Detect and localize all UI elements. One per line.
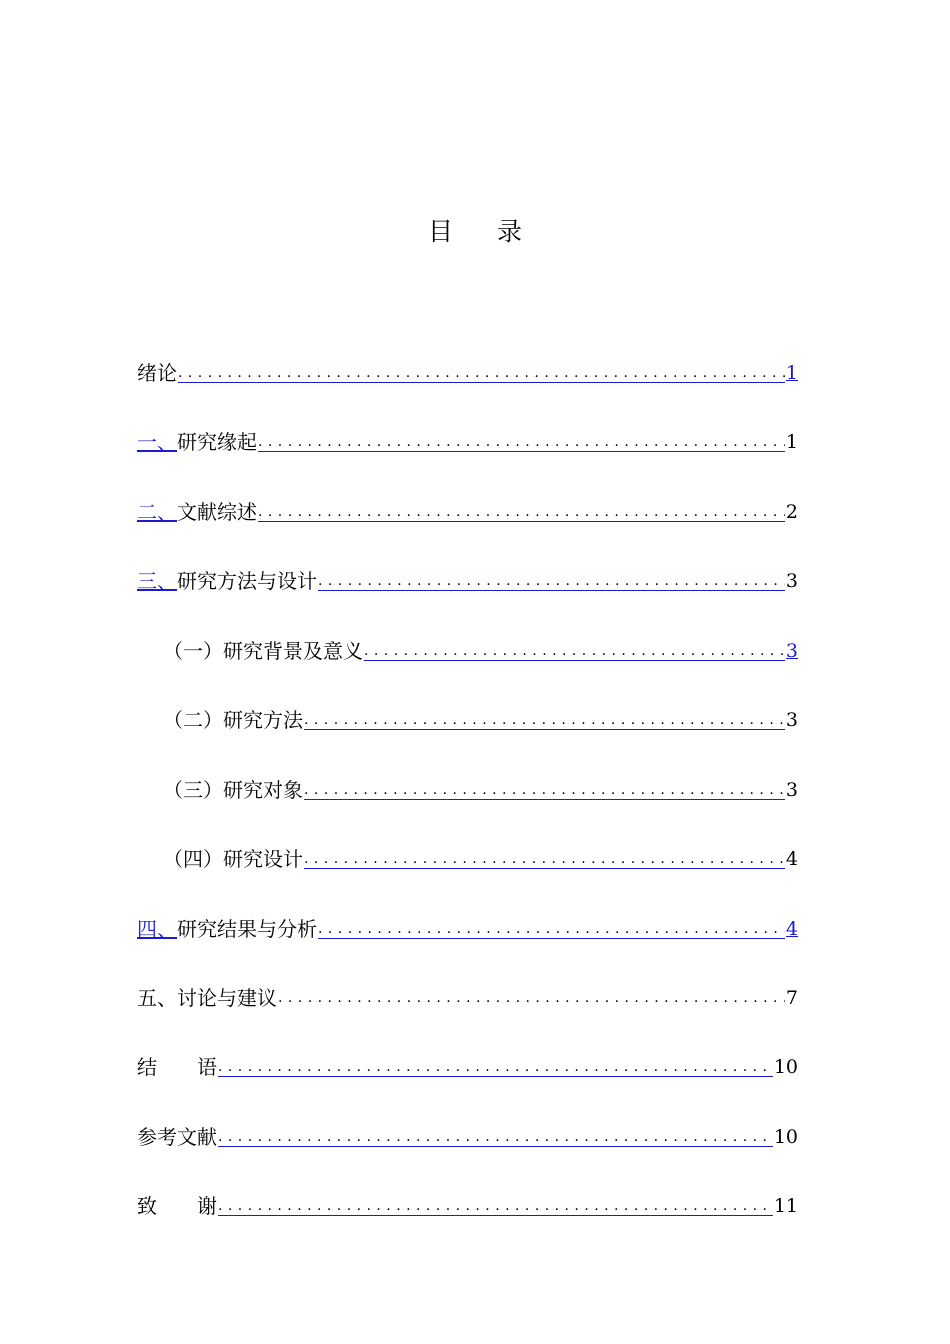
toc-number: 三、 — [137, 569, 177, 593]
toc-entry-3-2[interactable] — [163, 703, 798, 733]
toc-page-number: 4 — [785, 918, 798, 940]
toc-leader-dots — [178, 361, 785, 383]
toc-leader-dots — [218, 1055, 773, 1077]
toc-leader-dots — [218, 1194, 773, 1216]
toc-leader-dots — [304, 708, 785, 730]
toc-label: 研究缘起 — [177, 430, 257, 454]
toc-entry-acknowledgements[interactable] — [137, 1189, 798, 1219]
title-char-2: 录 — [497, 217, 523, 246]
toc-page-number: 1 — [785, 362, 798, 384]
toc-entry-2[interactable] — [137, 495, 798, 525]
toc-entry-intro[interactable] — [137, 356, 798, 386]
toc-leader-dots — [258, 500, 785, 522]
toc-entry-3-1[interactable] — [163, 634, 798, 664]
toc-leader-dots — [218, 1125, 773, 1147]
toc-page-number: 2 — [785, 501, 798, 523]
toc-page-number: 4 — [785, 848, 798, 870]
toc-label: （二）研究方法 — [163, 708, 303, 732]
toc-leader-dots — [304, 778, 785, 800]
toc-entry-5[interactable] — [137, 981, 798, 1011]
toc-label: 五、讨论与建议 — [137, 986, 277, 1010]
toc-label: 致 谢 — [137, 1194, 217, 1218]
toc-leader-dots — [318, 917, 785, 939]
toc-leader-dots — [318, 569, 785, 591]
toc-page-number: 3 — [785, 570, 798, 592]
toc-entry-4[interactable] — [137, 912, 798, 942]
toc-label: （三）研究对象 — [163, 778, 303, 802]
toc-page-number: 7 — [785, 987, 798, 1009]
toc-label: 研究结果与分析 — [177, 917, 317, 941]
toc-page-number: 1 — [785, 431, 798, 453]
toc-label: （一）研究背景及意义 — [163, 639, 363, 663]
toc-page-number: 10 — [773, 1056, 798, 1078]
toc-leader-dots — [304, 847, 785, 869]
toc-entry-3[interactable] — [137, 564, 798, 594]
toc-entry-3-3[interactable] — [163, 773, 798, 803]
toc-page-number: 10 — [773, 1126, 798, 1148]
toc-entry-3-4[interactable] — [163, 842, 798, 872]
toc-label: 绪论 — [137, 361, 177, 385]
toc-entry-1[interactable] — [137, 425, 798, 455]
toc-entry-conclusion[interactable] — [137, 1050, 798, 1080]
toc-page-number: 3 — [785, 709, 798, 731]
toc-number: 四、 — [137, 917, 177, 941]
toc-number: 一、 — [137, 430, 177, 454]
title-char-1: 目 — [427, 217, 453, 246]
toc-leader-dots — [258, 430, 785, 452]
toc-leader-dots — [364, 639, 785, 661]
toc-label: 参考文献 — [137, 1125, 217, 1149]
toc-page-number: 11 — [773, 1195, 798, 1217]
toc-number: 二、 — [137, 500, 177, 524]
toc-leader-dots — [278, 986, 785, 1008]
toc-label: 研究方法与设计 — [177, 569, 317, 593]
toc-label: 文献综述 — [177, 500, 257, 524]
toc-label: （四）研究设计 — [163, 847, 303, 871]
toc-label: 结 语 — [137, 1055, 217, 1079]
toc-entry-references[interactable] — [137, 1120, 798, 1150]
toc-page-number: 3 — [785, 779, 798, 801]
toc-page-number: 3 — [785, 640, 798, 662]
